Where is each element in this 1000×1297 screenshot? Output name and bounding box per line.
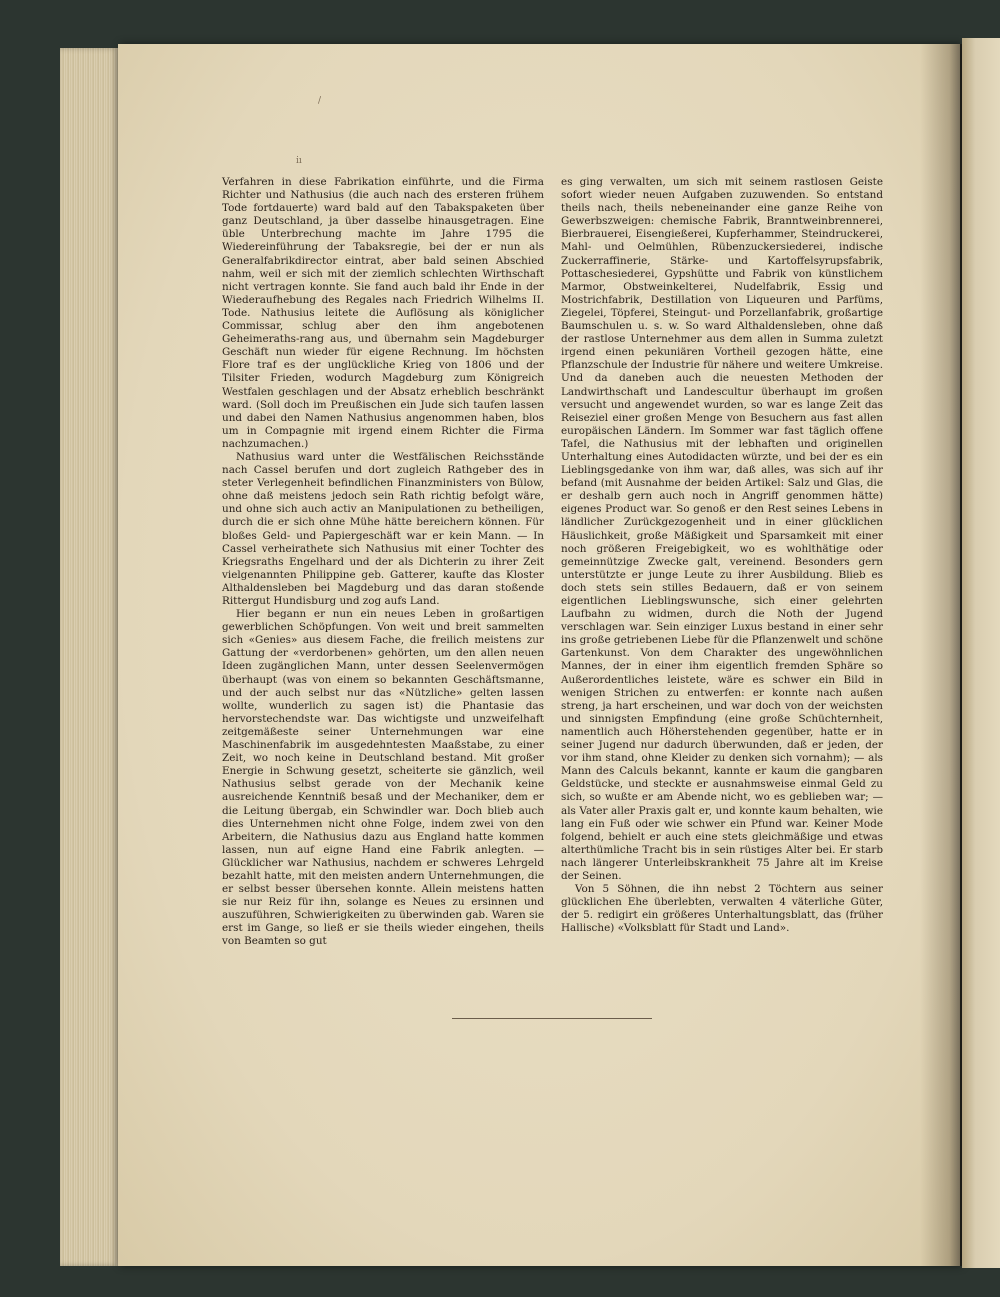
page-stack-edge bbox=[60, 48, 118, 1266]
stray-mark-left: ı̇ı bbox=[296, 156, 302, 166]
gutter-shadow bbox=[920, 44, 962, 1266]
text-column-left bbox=[222, 176, 544, 948]
paragraph: Hier begann er nun ein neues Leben in großartigen gewerblichen Schöpfungen. Von weit und breit sammelten sich «Genies» aus diesem Fache, die freilich meistens zur Gattung der «verdorbenen» gehörten, um den allen neuen Ideen zugänglichen Mann, unter dessen Seelenvermögen überhaupt (was von einem so bekannten Geschäftsmanne, und der auch selbst nur das «Nützliche» gelten lassen wollte, wunderlich zu sagen ist) die Phantasie das hervorstechendste war. Das wichtigste und unzweifelhaft zeitgemäßeste seiner Unternehmungen war eine Maschinenfabrik im ausgedehntesten Maaßstabe, zu einer Zeit, wo noch keine in Deutschland bestand. Mit großer Energie in Schwung gesetzt, scheiterte sie gänzlich, weil Nathusius selbst gerade von der Mechanik keine ausreichende Kenntniß besaß und der Mechaniker, dem er die Leitung übergab, ein Schwindler war. Doch blieb auch dies Unternehmen nicht ohne Folge, indem zwei von den Arbeitern, die Nathusius dazu aus England hatte kommen lassen, nun auf eigne Hand eine Fabrik anlegten. — Glücklicher war Nathusius, nachdem er schweres Lehrgeld bezahlt hatte, mit den meisten andern Unternehmungen, die er selbst besser übersehen konnte. Allein meistens hatten sie nur Reiz für ihn, solange es Neues zu ersinnen und auszuführen, Schwierigkeiten zu überwinden gab. Waren sie erst im Gange, so ließ er sie theils wieder eingehen, theils von Beamten so gut bbox=[222, 608, 544, 948]
text-column-right bbox=[561, 176, 883, 935]
end-rule bbox=[452, 1018, 652, 1019]
stray-mark-top: / bbox=[318, 96, 322, 106]
facing-page-edge bbox=[962, 38, 1000, 1268]
paragraph: Von 5 Söhnen, die ihn nebst 2 Töchtern aus seiner glücklichen Ehe überlebten, verwalten 4 väterliche Güter, der 5. redigirt ein größeres Unterhaltungsblatt, das (früher Hallische) «Volksblatt für Stadt und Land». bbox=[561, 883, 883, 935]
paragraph: Verfahren in diese Fabrikation einführte, und die Firma Richter und Nathusius (die auch nach des ersteren frühem Tode fortdauerte) ward bald auf den Tabakspaketen über ganz Deutschland, ja über dasselbe hinausgetragen. Eine üble Unterbrechung machte im Jahre 1795 die Wiedereinführung der Tabaksregie, bei der er nun als Generalfabrikdirector eintrat, aber bald seinen Abschied nahm, weil er sich mit der ziemlich schlechten Wirthschaft nicht vertragen konnte. Sie fand auch bald ihr Ende in der Wiederaufhebung des Regales nach Friedrich Wilhelms II. Tode. Nathusius leitete die Auflösung als königlicher Commissar, schlug aber den ihm angebotenen Geheimeraths-rang aus, und übernahm sein Magdeburger Geschäft nun wieder für eigene Rechnung. Im höchsten Flore traf es der unglückliche Krieg von 1806 und der Tilsiter Frieden, wodurch Magdeburg zum Königreich Westfalen geschlagen und der Absatz erheblich beschränkt ward. (Soll doch im Preußischen ein Jude sich taufen lassen und dabei den Namen Nathusius angenommen haben, blos um in Compagnie mit irgend einem Richter die Firma nachzumachen.) bbox=[222, 176, 544, 450]
paragraph: es ging verwalten, um sich mit seinem rastlosen Geiste sofort wieder neuen Aufgaben zuzuwenden. So entstand theils nach, theils nebeneinander eine ganze Reihe von Gewerbszweigen: chemische Fabrik, Branntweinbrennerei, Bierbrauerei, Eisengießerei, Kupferhammer, Steindruckerei, Mahl- und Oelmühlen, Rübenzuckersiederei, indische Zuckerraffinerie, Stärke- und Kartoffelsyrupsfabrik, Pottaschesiederei, Gypshütte und Fabrik von künstlichem Marmor, Obstweinkelterei, Nudelfabrik, Essig und Mostrichfabrik, Destillation von Liqueuren und Parfüms, Ziegelei, Töpferei, Steingut- und Porzellanfabrik, großartige Baumschulen u. s. w. So ward Althaldensleben, ohne daß der rastlose Unternehmer aus dem allen in Summa zuletzt irgend einen pekuniären Vortheil gezogen hätte, eine Pflanzschule der Industrie für nähere und weitere Umkreise. Und da daneben auch die neuesten Methoden der Landwirthschaft und Landescultur überhaupt im großen versucht und angewendet wurden, so war es lange Zeit das Reiseziel einer großen Menge von Besuchern aus fast allen europäischen Ländern. Im Sommer war fast täglich offene Tafel, die Nathusius mit der lebhaften und originellen Unterhaltung eines Autodidacten würzte, und bei der es ein Lieblingsgedanke von ihm war, daß alles, was sich auf ihr befand (mit Ausnahme der beiden Artikel: Salz und Glas, die er deshalb gern auch noch in Angriff genommen hätte) eigenes Product war. So genoß er den Rest seines Lebens in ländlicher Zurückgezogenheit und in einer glücklichen Häuslichkeit, große Mäßigkeit und Sparsamkeit mit einer noch größeren Freigebigkeit, wo es wohlthätige oder gemeinnützige Zwecke galt, vereinend. Besonders gern unterstützte er junge Leute zu ihrer Ausbildung. Blieb es doch stets sein stilles Bedauern, daß er von seinem eigentlichen Lieblingswunsche, sich einer gelehrten Laufbahn zu widmen, durch die Noth der Jugend verschlagen war. Sein einziger Luxus bestand in einer sehr ins große getriebenen Liebe für die Pflanzenwelt und schöne Gartenkunst. Von dem Charakter des ungewöhnlichen Mannes, der in einer ihm eigentlich fremden Sphäre so Außerordentliches leistete, wäre es schwer ein Bild in wenigen Strichen zu entwerfen: er konnte nach außen streng, ja hart erscheinen, und war doch von der weichsten und sinnigsten Empfindung (eine große Schüchternheit, namentlich auch Höherstehenden gegenüber, hatte er in seiner Jugend nur dadurch überwunden, daß er jeden, der vor ihm stand, ohne Kleider zu denken sich vornahm); — als Mann des Calculs bekannt, kannte er kaum die gangbaren Geldstücke, und steckte er ausnahmsweise einmal Geld zu sich, so wußte er am Abende nicht, wo es geblieben war; — als Vater aller Praxis galt er, und konnte kaum behalten, wie lang ein Fuß oder wie schwer ein Pfund war. Keiner Mode folgend, behielt er auch eine stets gleichmäßige und etwas alterthümliche Tracht bis in sein rüstiges Alter bei. Er starb nach längerer Unterleibskrankheit 75 Jahre alt im Kreise der Seinen. bbox=[561, 176, 883, 882]
paragraph: Nathusius ward unter die Westfälischen Reichsstände nach Cassel berufen und dort zugleich Rathgeber des in steter Verlegenheit befindlichen Finanzministers von Bülow, ohne daß meistens jedoch sein Rath richtig befolgt wäre, und ohne sich auch activ an Manipulationen zu betheiligen, durch die er sich ohne Mühe hätte bereichern können. Für bloßes Geld- und Papiergeschäft war er kein Mann. — In Cassel verheirathete sich Nathusius mit einer Tochter des Kriegsraths Engelhard und der als Dichterin zu ihrer Zeit vielgenannten Philippine geb. Gatterer, kaufte das Kloster Althaldensleben bei Magdeburg und das daran stoßende Rittergut Hundisburg und zog aufs Land. bbox=[222, 450, 544, 607]
